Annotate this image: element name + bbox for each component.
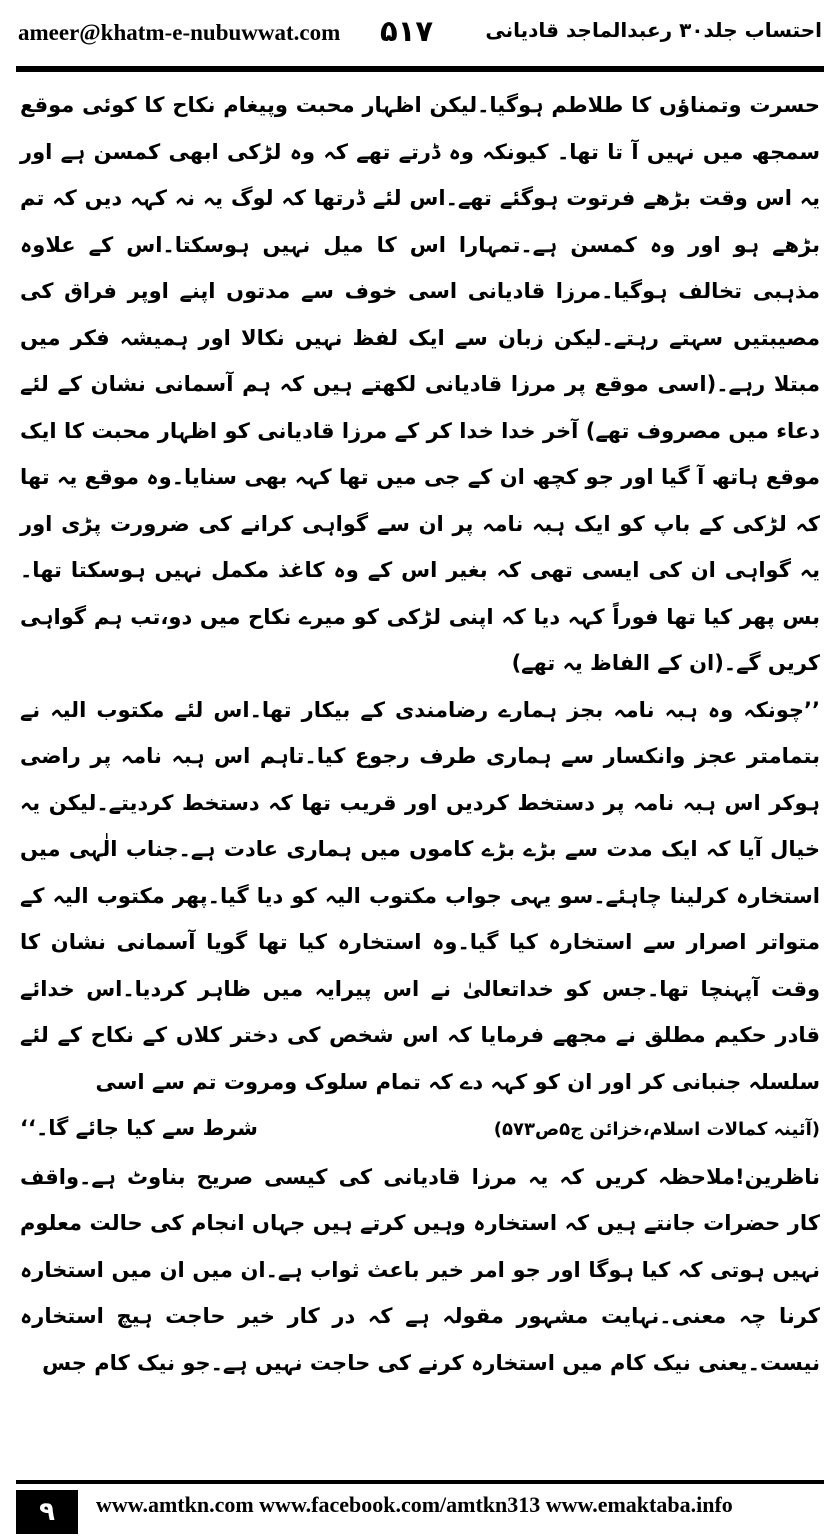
quote-paragraph: ’’چونکہ وہ ہبہ نامہ بجز ہمارے رضامندی کے بیکار تھا۔اس لئے مکتوب الیہ نے بتمامتر عجز وانکسار سے ہماری طرف رجوع کیا۔تاہم اس ہبہ نامہ پر راضی ہوکر اس ہبہ نامہ پر دستخط کردیں اور قریب تھا کہ دستخط کردیتے۔لیکن یہ خیال آیا کہ ایک مدت سے بڑے بڑے کاموں میں ہماری عادت ہے۔جناب الٰہی میں استخارہ کرلینا چاہئے۔سو یہی جواب مکتوب الیہ کو دیا گیا۔پھر مکتوب الیہ کے متواتر اصرار سے استخارہ کیا گیا۔وہ استخارہ کیا تھا گویا آسمانی نشان کا وقت آپہنچا تھا۔جس کو خداتعالیٰ نے اس پیرایہ میں ظاہر کردیا۔اس خدائے قادر حکیم مطلق نے مجھے فرمایا کہ اس شخص کی دختر کلاں کے نکاح کے لئے سلسلہ جنبانی کر اور ان کو کہہ دے کہ تمام سلوک ومروت تم سے اسی bbox=[20, 697, 820, 1094]
header-rule bbox=[16, 66, 824, 72]
footer-urls: www.amtkn.com www.facebook.com/amtkn313 www.emaktaba.info bbox=[96, 1492, 733, 1517]
header-page-number: ۵۱۷ bbox=[380, 14, 434, 48]
page-header bbox=[18, 14, 822, 56]
footer-page-number: ۹ bbox=[16, 1490, 78, 1534]
quote-ending-row bbox=[20, 1105, 820, 1154]
footer-rule bbox=[16, 1480, 824, 1484]
reference: (آئینہ کمالات اسلام،خزائن ج۵ص۵۷۳) bbox=[493, 1119, 820, 1140]
page-body bbox=[20, 82, 820, 1472]
paragraph-1: حسرت وتمناؤں کا طلاطم ہوگیا۔لیکن اظہار محبت وپیغام نکاح کا کوئی موقع سمجھ میں نہیں آ تا تھا۔ کیونکہ وہ ڈرتے تھے کہ وہ لڑکی ابھی کمسن ہے اور یہ اس وقت بڑھے فرتوت ہوگئے تھے۔اس لئے ڈرتھا کہ لوگ یہ نہ کہہ دیں کہ تم بڑھے ہو اور وہ کمسن ہے۔تمہارا اس کا میل نہیں ہوسکتا۔اس کے علاوہ مذہبی تخالف ہوگیا۔مرزا قادیانی اسی خوف سے مدتوں اپنے اوپر فراق کی مصیبتیں سہتے رہتے۔لیکن زبان سے ایک لفظ نہیں نکالا اور ہمیشہ فکر میں مبتلا رہے۔(اسی موقع پر مرزا قادیانی لکھتے ہیں کہ ہم آسمانی نشان کے لئے دعاء میں مصروف تھے) آخر خدا خدا کر کے مرزا قادیانی کو اظہار محبت کا ایک موقع ہاتھ آ گیا اور جو کچھ ان کے جی میں تھا کہہ بھی سنایا۔وہ موقع یہ تھا کہ لڑکی کے باپ کو ایک ہبہ نامہ پر ان سے گواہی کرانے کی ضرورت پڑی اور یہ گواہی ان کی ایسی تھی کہ بغیر اس کے وہ کاغذ مکمل نہیں ہوسکتا تھا۔بس پھر کیا تھا فوراً کہہ دیا کہ اپنی لڑکی کو میرے نکاح میں دو،تب ہم گواہی کریں گے۔(ان کے الفاظ یہ تھے) bbox=[20, 93, 820, 675]
page-footer bbox=[16, 1480, 824, 1536]
header-title: احتساب جلد۳۰ رعبدالماجد قادیانی bbox=[485, 18, 822, 42]
header-email: ameer@khatm-e-nubuwwat.com bbox=[18, 20, 341, 45]
paragraph-2: ناظرین!ملاحظہ کریں کہ یہ مرزا قادیانی کی کیسی صریح بناوٹ ہے۔واقف کار حضرات جانتے ہیں کہ استخارہ وہیں کرتے ہیں جہاں انجام کی حالت معلوم نہیں ہوتی کہ کیا ہوگا اور جو امر خیر باعث ثواب ہے۔ان میں ان میں استخارہ کرنا چہ معنی۔نہایت مشہور مقولہ ہے کہ در کار خیر حاجت ہیچ استخارہ نیست۔یعنی نیک کام میں استخارہ کرنے کی حاجت نہیں ہے۔جو نیک کام جس bbox=[20, 1164, 820, 1375]
quote-end: شرط سے کیا جائے گا۔‘‘ bbox=[20, 1116, 258, 1140]
